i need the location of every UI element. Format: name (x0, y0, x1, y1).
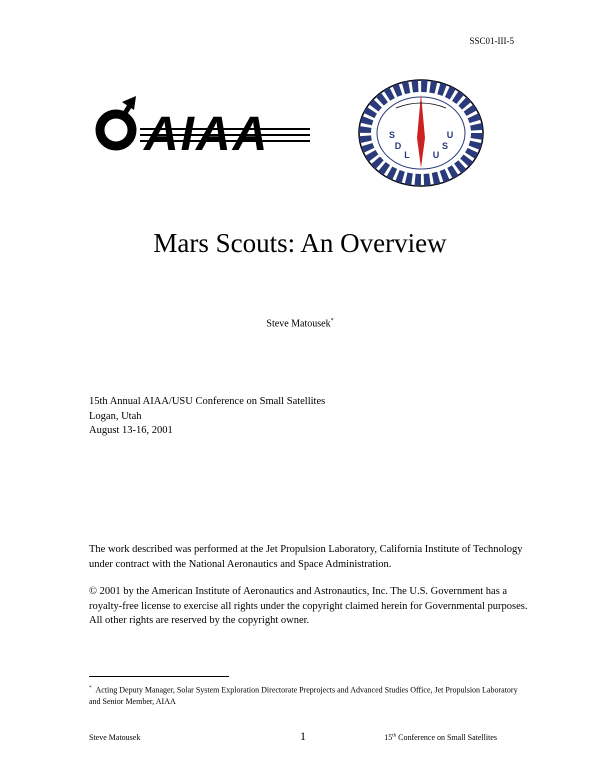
footnote-text: Acting Deputy Manager, Solar System Exploration Directorate Preprojects and Advanced Studies Office, Jet Propulsion Laboratory and Senior Member, AIAA (89, 685, 518, 706)
footer-conference-text: Conference on Small Satellites (396, 733, 497, 742)
footnote (89, 683, 529, 707)
footer-conference-number: 15 (384, 733, 393, 742)
paper-title: Mars Scouts: An Overview (153, 228, 447, 258)
author-footnote-marker: * (330, 318, 334, 324)
jpl-acknowledgement: The work described was performed at the Jet Propulsion Laboratory, California Institute of Technology under contract with the National Aeronautics and Space Administration. (89, 544, 523, 570)
seal-letter: L (404, 150, 410, 160)
aiaa-logo (92, 92, 310, 158)
author-line (0, 318, 600, 329)
conference-info (89, 395, 325, 439)
svg-text:AIAA: AIAA (144, 108, 270, 158)
footnote-marker: * (89, 686, 92, 691)
seal-letter: D (394, 141, 402, 151)
document-id: SSC01-III-5 (469, 36, 514, 46)
page-number: 1 (300, 729, 306, 743)
copyright-notice: © 2001 by the American Institute of Aeronautics and Astronautics, Inc. The U.S. Government has a royalty-free license to exercise all rights under the copyright claimed herein for Governmental purposes. All other rights are reserved by the copyright owner. (89, 586, 528, 626)
seal-letter: S (388, 130, 396, 140)
seal-letter: S (441, 141, 449, 151)
conference-name: 15th Annual AIAA/USU Conference on Small Satellites (89, 396, 326, 407)
sdl-usu-seal (356, 78, 486, 188)
seal-letter: U (446, 130, 454, 140)
footer-author: Steve Matousek (89, 733, 141, 742)
author-name: Steve Matousek (266, 318, 331, 330)
seal-letter: U (432, 150, 440, 160)
conference-dates: August 13-16, 2001 (89, 425, 173, 436)
conference-location: Logan, Utah (89, 410, 142, 422)
footnote-divider (89, 676, 229, 677)
footer-conference-suffix: th (392, 733, 397, 739)
footer-conference (384, 733, 497, 742)
